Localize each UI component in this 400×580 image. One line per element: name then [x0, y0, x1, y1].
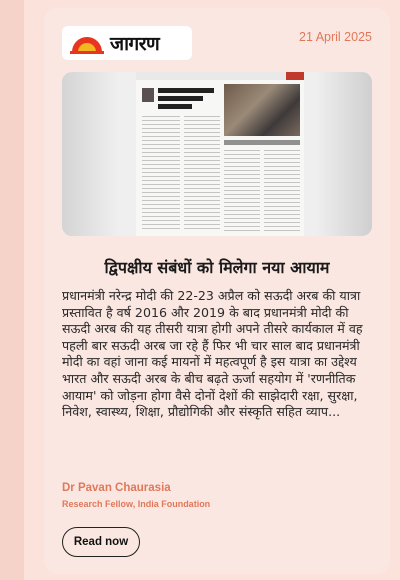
article-date: 21 April 2025: [299, 30, 372, 44]
leaders-photo: [224, 84, 300, 136]
rising-sun-icon: [70, 32, 104, 54]
author-role: Research Fellow, India Foundation: [62, 499, 211, 509]
publication-name: जागरण: [110, 33, 160, 55]
article-card[interactable]: [44, 8, 390, 574]
newspaper-page: [136, 72, 304, 236]
article-summary: प्रधानमंत्री नरेन्द्र मोदी की 22-23 अप्रैल को सऊदी अरब की यात्रा प्रस्तावित है वर्ष 2016 और 2019 के बाद प्रधानमंत्री मोदी की सऊदी अरब की यह तीसरी यात्रा होगी अपने तीसरे कार्यकाल में वह पहली बार सऊदी अरब जा रहे हैं फिर भी चार साल बाद प्रधानमंत्री मोदी का वहां जाना कई मायनों में महत्वपूर्ण है इस यात्रा का उद्देश्य भारत और सऊदी अरब के बीच बढ़ते ऊर्जा सहयोग में 'रणनीतिक आयाम' को जोड़ना होगा वैसे दोनों देशों की साझेदारी रक्षा, सुरक्षा, निवेश, स्वास्थ्य, शिक्षा, प्रौद्योगिकी और संस्कृति सहित व्याप...: [62, 288, 363, 420]
side-panel-edge: [0, 0, 24, 580]
newspaper-clipping-image[interactable]: [62, 72, 372, 236]
publication-logo: [62, 26, 192, 60]
article-title: द्विपक्षीय संबंधों को मिलेगा नया आयाम: [104, 258, 330, 277]
author-name: Dr Pavan Chaurasia: [62, 482, 171, 494]
read-now-button[interactable]: Read now: [62, 527, 140, 557]
